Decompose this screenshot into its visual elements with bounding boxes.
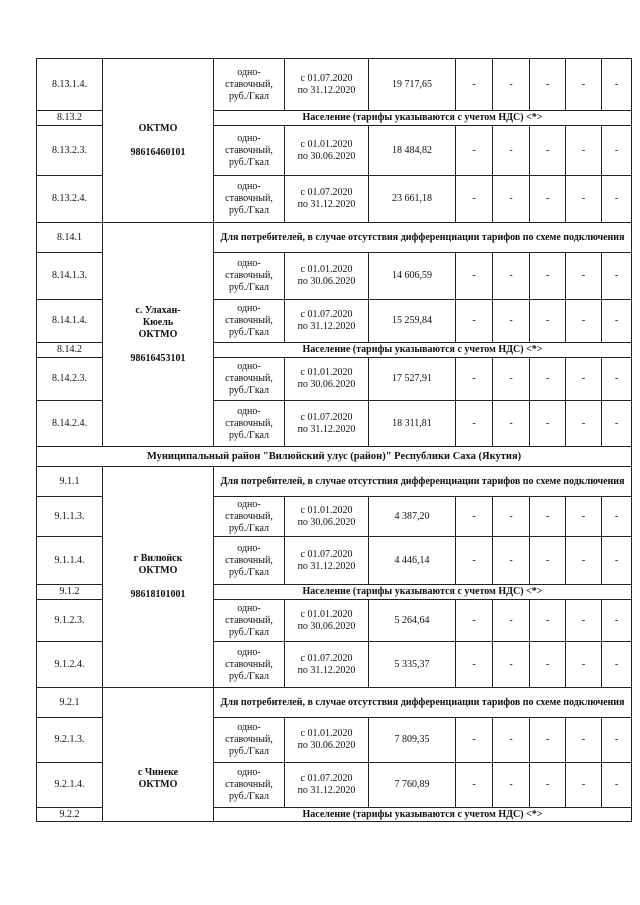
unit-line: руб./Гкал [228, 791, 270, 802]
row-code-cell: 9.1.2.4. [37, 642, 103, 688]
unit-cell [214, 497, 285, 537]
entity-cell [103, 467, 214, 688]
empty-value-cell: - [530, 401, 566, 447]
empty-value-cell: - [566, 642, 602, 688]
entity-line: ОКТМО [138, 328, 178, 340]
unit-line: руб./Гкал [228, 385, 270, 396]
empty-value-cell: - [566, 718, 602, 763]
section-header-cell: Для потребителей, в случае отсутствия дифференциации тарифов по схеме подключения [214, 223, 632, 253]
tariff-value-cell: 4 387,20 [369, 497, 456, 537]
period-cell [285, 718, 369, 763]
entity-line: 98618101001 [130, 589, 186, 600]
unit-line: руб./Гкал [228, 327, 270, 338]
tariff-value-cell: 5 264,64 [369, 600, 456, 642]
tariff-value-cell: 4 446,14 [369, 537, 456, 585]
row-code-cell: 9.1.2 [37, 585, 103, 600]
entity-line [105, 341, 211, 353]
unit-line: руб./Гкал [228, 522, 270, 534]
entity-cell [103, 59, 214, 223]
section-header-cell: Население (тарифы указываются с учетом НДС) <*> [214, 343, 632, 358]
empty-value-cell: - [602, 537, 632, 585]
entity-line: с Чинеке [137, 766, 179, 778]
entity-line [105, 159, 211, 171]
unit-line: руб./Гкал [228, 626, 270, 638]
period-line: с 01.01.2020 [300, 138, 353, 150]
period-cell [285, 600, 369, 642]
unit-cell [214, 300, 285, 343]
empty-value-cell: - [530, 642, 566, 688]
empty-value-cell: - [456, 642, 493, 688]
empty-value-cell: - [456, 718, 493, 763]
entity-line: 98616460101 [130, 146, 186, 158]
empty-value-cell: - [493, 763, 530, 808]
empty-value-cell: - [493, 401, 530, 447]
row-code-cell: 9.1.1 [37, 467, 103, 497]
empty-value-cell: - [566, 401, 602, 447]
unit-line: одно- [237, 181, 261, 192]
empty-value-cell: - [493, 59, 530, 111]
table-row [37, 59, 632, 111]
empty-value-cell: - [493, 358, 530, 401]
unit-line: ставочный, [225, 779, 273, 790]
period-cell [285, 763, 369, 808]
row-code-cell: 8.13.2.3. [37, 126, 103, 176]
row-code-cell: 8.14.1.4. [37, 300, 103, 343]
row-code-cell: 8.14.1 [37, 223, 103, 253]
period-cell [285, 497, 369, 537]
empty-value-cell: - [493, 253, 530, 300]
table-row [37, 688, 632, 718]
row-code-cell: 8.14.2.3. [37, 358, 103, 401]
empty-value-cell: - [602, 176, 632, 223]
row-code-cell: 8.13.2 [37, 111, 103, 126]
empty-value-cell: - [530, 763, 566, 808]
entity-line [105, 135, 211, 147]
empty-value-cell: - [493, 537, 530, 585]
unit-line: руб./Гкал [228, 670, 270, 682]
empty-value-cell: - [566, 253, 602, 300]
period-cell [285, 642, 369, 688]
empty-value-cell: - [530, 59, 566, 111]
tariff-value-cell: 23 661,18 [369, 176, 456, 223]
unit-line: ставочный, [225, 734, 273, 745]
period-line: с 01.01.2020 [300, 728, 353, 739]
entity-line [105, 111, 211, 123]
empty-value-cell: - [530, 126, 566, 176]
empty-value-cell: - [566, 497, 602, 537]
unit-line: ставочный, [225, 510, 273, 522]
entity-line [105, 171, 211, 183]
empty-value-cell: - [566, 176, 602, 223]
empty-value-cell: - [602, 497, 632, 537]
unit-line: ставочный, [225, 417, 273, 429]
empty-value-cell: - [456, 253, 493, 300]
unit-line: одно- [237, 66, 261, 78]
entity-line [105, 719, 211, 731]
table-row [37, 467, 632, 497]
row-code-cell: 8.14.2.4. [37, 401, 103, 447]
empty-value-cell: - [530, 358, 566, 401]
period-line: по 31.12.2020 [297, 423, 356, 435]
unit-cell [214, 358, 285, 401]
tariff-value-cell: 5 335,37 [369, 642, 456, 688]
period-line: с 01.01.2020 [300, 504, 353, 516]
unit-cell [214, 718, 285, 763]
period-line: по 30.06.2020 [297, 740, 356, 751]
table-row [37, 223, 632, 253]
row-code-cell: 8.13.1.4. [37, 59, 103, 111]
period-line: с 01.01.2020 [300, 264, 353, 275]
period-cell [285, 253, 369, 300]
empty-value-cell: - [456, 401, 493, 447]
entity-line: 98616453101 [130, 352, 186, 364]
tariff-value-cell: 7 809,35 [369, 718, 456, 763]
period-line: по 31.12.2020 [297, 321, 356, 332]
tariff-value-cell: 19 717,65 [369, 59, 456, 111]
tariff-table [36, 58, 632, 822]
empty-value-cell: - [493, 497, 530, 537]
tariff-value-cell: 15 259,84 [369, 300, 456, 343]
row-code-cell: 8.14.2 [37, 343, 103, 358]
entity-line: г Вилюйск [133, 553, 183, 564]
section-header-cell: Население (тарифы указываются с учетом НДС) <*> [214, 808, 632, 822]
section-header-cell: Для потребителей, в случае отсутствия дифференциации тарифов по схеме подключения [214, 467, 632, 497]
period-line: по 30.06.2020 [297, 276, 356, 287]
unit-line: одно- [237, 303, 261, 314]
unit-line: ставочный, [225, 554, 273, 566]
empty-value-cell: - [456, 497, 493, 537]
unit-line: ставочный, [225, 373, 273, 384]
period-line: с 01.07.2020 [300, 652, 353, 664]
unit-line: руб./Гкал [228, 429, 270, 441]
period-line: по 31.12.2020 [297, 664, 356, 676]
period-cell [285, 300, 369, 343]
table-body [37, 59, 632, 822]
empty-value-cell: - [456, 300, 493, 343]
unit-line: одно- [237, 132, 261, 144]
entity-line: ОКТМО [138, 778, 178, 790]
section-header-cell: Для потребителей, в случае отсутствия дифференциации тарифов по схеме подключения [214, 688, 632, 718]
empty-value-cell: - [602, 642, 632, 688]
empty-value-cell: - [602, 763, 632, 808]
empty-value-cell: - [493, 300, 530, 343]
entity-cell [103, 223, 214, 447]
unit-line: руб./Гкал [228, 566, 270, 578]
period-line: по 30.06.2020 [297, 620, 356, 632]
unit-line: одно- [237, 498, 261, 510]
unit-line: ставочный, [225, 614, 273, 626]
empty-value-cell: - [566, 763, 602, 808]
table-row [37, 447, 632, 467]
unit-line: ставочный, [225, 315, 273, 326]
unit-line: руб./Гкал [228, 282, 270, 293]
empty-value-cell: - [602, 718, 632, 763]
unit-line: ставочный, [225, 78, 273, 90]
unit-cell [214, 763, 285, 808]
empty-value-cell: - [566, 358, 602, 401]
unit-line: руб./Гкал [228, 205, 270, 216]
empty-value-cell: - [602, 401, 632, 447]
period-line: по 31.12.2020 [297, 785, 356, 796]
row-code-cell: 9.2.1.4. [37, 763, 103, 808]
unit-cell [214, 537, 285, 585]
empty-value-cell: - [530, 600, 566, 642]
row-code-cell: 9.1.1.4. [37, 537, 103, 585]
tariff-value-cell: 14 606,59 [369, 253, 456, 300]
entity-line: ОКТМО [138, 565, 178, 576]
unit-line: ставочный, [225, 658, 273, 670]
row-code-cell: 9.1.1.3. [37, 497, 103, 537]
row-code-cell: 9.1.2.3. [37, 600, 103, 642]
period-cell [285, 358, 369, 401]
unit-line: руб./Гкал [228, 746, 270, 757]
period-cell [285, 126, 369, 176]
unit-cell [214, 253, 285, 300]
empty-value-cell: - [566, 300, 602, 343]
unit-line: руб./Гкал [228, 156, 270, 168]
empty-value-cell: - [456, 59, 493, 111]
tariff-value-cell: 18 311,81 [369, 401, 456, 447]
entity-line: ОКТМО [138, 122, 178, 134]
unit-line: одно- [237, 767, 261, 778]
unit-line: одно- [237, 646, 261, 658]
period-line: с 01.01.2020 [300, 367, 353, 378]
empty-value-cell: - [493, 126, 530, 176]
empty-value-cell: - [456, 537, 493, 585]
empty-value-cell: - [456, 126, 493, 176]
entity-line [105, 577, 211, 589]
unit-line: ставочный, [225, 144, 273, 156]
empty-value-cell: - [530, 537, 566, 585]
period-line: с 01.07.2020 [300, 548, 353, 560]
empty-value-cell: - [493, 642, 530, 688]
empty-value-cell: - [456, 763, 493, 808]
section-header-cell: Население (тарифы указываются с учетом НДС) <*> [214, 585, 632, 600]
row-code-cell: 9.2.1 [37, 688, 103, 718]
empty-value-cell: - [602, 300, 632, 343]
empty-value-cell: - [602, 358, 632, 401]
section-header-cell: Население (тарифы указываются с учетом НДС) <*> [214, 111, 632, 126]
row-code-cell: 8.13.2.4. [37, 176, 103, 223]
entity-line [105, 755, 211, 767]
entity-line: Кюель [142, 316, 174, 328]
period-line: по 31.12.2020 [297, 199, 356, 210]
period-cell [285, 401, 369, 447]
empty-value-cell: - [566, 537, 602, 585]
entity-line: с. Улахан- [135, 304, 181, 316]
unit-cell [214, 126, 285, 176]
unit-line: руб./Гкал [228, 90, 270, 102]
unit-line: одно- [237, 602, 261, 614]
tariff-value-cell: 17 527,91 [369, 358, 456, 401]
unit-line: одно- [237, 361, 261, 372]
unit-cell [214, 176, 285, 223]
empty-value-cell: - [456, 358, 493, 401]
unit-cell [214, 59, 285, 111]
entity-cell [103, 688, 214, 822]
period-line: по 31.12.2020 [297, 84, 356, 96]
empty-value-cell: - [602, 600, 632, 642]
unit-line: одно- [237, 722, 261, 733]
unit-line: одно- [237, 258, 261, 269]
empty-value-cell: - [530, 176, 566, 223]
empty-value-cell: - [493, 600, 530, 642]
period-cell [285, 59, 369, 111]
empty-value-cell: - [493, 176, 530, 223]
unit-cell [214, 600, 285, 642]
period-cell [285, 176, 369, 223]
period-line: с 01.07.2020 [300, 411, 353, 423]
period-line: по 30.06.2020 [297, 150, 356, 162]
empty-value-cell: - [602, 253, 632, 300]
tariff-value-cell: 7 760,89 [369, 763, 456, 808]
period-line: с 01.07.2020 [300, 187, 353, 198]
empty-value-cell: - [530, 497, 566, 537]
period-line: с 01.01.2020 [300, 608, 353, 620]
empty-value-cell: - [530, 300, 566, 343]
tariff-value-cell: 18 484,82 [369, 126, 456, 176]
entity-line [105, 743, 211, 755]
unit-line: одно- [237, 542, 261, 554]
empty-value-cell: - [566, 126, 602, 176]
unit-line: ставочный, [225, 270, 273, 281]
empty-value-cell: - [566, 59, 602, 111]
unit-line: ставочный, [225, 193, 273, 204]
row-code-cell: 8.14.1.3. [37, 253, 103, 300]
period-line: по 30.06.2020 [297, 379, 356, 390]
empty-value-cell: - [456, 600, 493, 642]
empty-value-cell: - [493, 718, 530, 763]
empty-value-cell: - [530, 253, 566, 300]
empty-value-cell: - [566, 600, 602, 642]
period-line: по 30.06.2020 [297, 516, 356, 528]
row-code-cell: 9.2.2 [37, 808, 103, 822]
period-cell [285, 537, 369, 585]
period-line: с 01.07.2020 [300, 72, 353, 84]
entity-line [105, 99, 211, 111]
empty-value-cell: - [602, 126, 632, 176]
period-line: по 31.12.2020 [297, 560, 356, 572]
empty-value-cell: - [530, 718, 566, 763]
period-line: с 01.07.2020 [300, 773, 353, 784]
unit-cell [214, 642, 285, 688]
district-heading-cell: Муниципальный район "Вилюйский улус (район)" Республики Саха (Якутия) [37, 447, 632, 467]
period-line: с 01.07.2020 [300, 309, 353, 320]
entity-line [105, 731, 211, 743]
empty-value-cell: - [602, 59, 632, 111]
empty-value-cell: - [456, 176, 493, 223]
row-code-cell: 9.2.1.3. [37, 718, 103, 763]
unit-line: одно- [237, 405, 261, 417]
unit-cell [214, 401, 285, 447]
